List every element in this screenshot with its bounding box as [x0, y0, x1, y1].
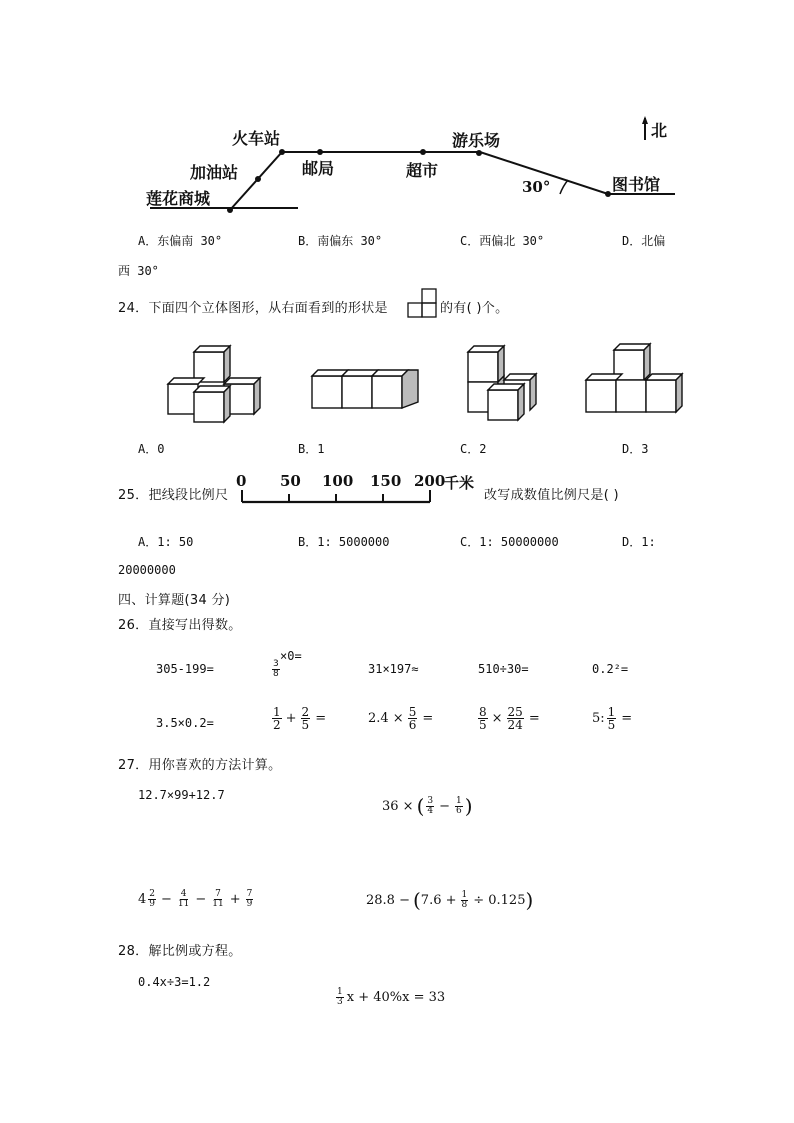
- point-post-office: [317, 149, 323, 155]
- ruler-tick-0: 0: [236, 472, 247, 490]
- q26-r2-c5: 5: $\frac{1}{5}$ =: [592, 705, 633, 732]
- label-north: 北: [651, 121, 668, 140]
- label-angle: 30°: [522, 178, 551, 196]
- q26-r1-c2-rest: ×0=: [280, 649, 302, 663]
- q23-option-b[interactable]: B．南偏东 30°: [298, 234, 383, 248]
- q23-option-a[interactable]: A．东偏南 30°: [138, 234, 223, 248]
- q27-e2: 36 × ( $\frac{3}{4}$ − $\frac{1}{6}$ ): [382, 794, 473, 818]
- q26-r2-c1: 3.5×0.2=: [156, 716, 214, 730]
- q24-option-d[interactable]: D．3: [622, 442, 649, 456]
- point-library: [605, 191, 611, 197]
- q24-option-a[interactable]: A．0: [138, 442, 165, 456]
- q26-r1-c2-den: 8: [273, 669, 279, 679]
- label-train-station: 火车站: [232, 129, 281, 148]
- q25-text-before: 25．把线段比例尺: [118, 488, 229, 503]
- label-supermarket: 超市: [406, 161, 439, 180]
- scale-ruler: [234, 470, 484, 510]
- q25-option-a[interactable]: A．1: 50: [138, 535, 194, 549]
- q23-option-d-wrap: 西 30°: [118, 264, 159, 278]
- point-supermarket: [420, 149, 426, 155]
- q23-option-c[interactable]: C．西偏北 30°: [460, 234, 545, 248]
- q26-r1-c1: 305-199=: [156, 662, 214, 676]
- q26-title: 26．直接写出得数。: [118, 618, 242, 633]
- q26-r1-c2: [270, 650, 330, 684]
- q27-title: 27．用你喜欢的方法计算。: [118, 758, 282, 773]
- q28-e1: 0.4x÷3=1.2: [138, 975, 211, 989]
- q24-side-view-icon: [406, 288, 438, 318]
- q25-text-after: 改写成数值比例尺是( ): [484, 488, 619, 503]
- q25-option-d-wrap: 20000000: [118, 563, 176, 577]
- route-line: [230, 152, 675, 210]
- q23-option-d[interactable]: D．北偏: [622, 234, 666, 248]
- q26-r1-c3: 31×197≈: [368, 662, 419, 676]
- ruler-tick-50: 50: [280, 472, 301, 490]
- q24-figure-a: [160, 342, 270, 426]
- label-gas-station: 加油站: [190, 163, 239, 182]
- q24-figure-c: [462, 340, 542, 426]
- q25-option-c[interactable]: C．1: 50000000: [460, 535, 559, 549]
- point-lotus-mall: [227, 207, 233, 213]
- ruler-tick-100: 100: [322, 472, 354, 490]
- q27-e4: 28.8 − ( 7.6 + $\frac{1}{8}$ ÷ 0.125 ): [366, 888, 534, 912]
- q27-e3: 4 $\frac{2}{9}$ − $\frac{4}{11}$ − $\frac{7}{11}$ + $\frac{7}{9}$: [138, 889, 253, 909]
- q24-option-b[interactable]: B．1: [298, 442, 325, 456]
- q26-r2-c4: $\frac{8}{5}$ × $\frac{25}{24}$ =: [479, 705, 540, 732]
- q28-title: 28．解比例或方程。: [118, 944, 242, 959]
- q24-figure-b: [308, 362, 424, 414]
- point-train-station: [279, 149, 285, 155]
- label-amusement-park: 游乐场: [452, 131, 501, 150]
- q26-r1-c5: 0.2²=: [592, 662, 629, 676]
- ruler-tick-200: 200: [414, 472, 446, 490]
- label-library: 图书馆: [612, 175, 661, 194]
- q24-text-after: 的有( )个。: [440, 301, 509, 316]
- angle-arc: [560, 180, 568, 194]
- q25-option-d[interactable]: D．1:: [622, 535, 656, 549]
- ruler-unit: 千米: [444, 474, 475, 492]
- q25-option-b[interactable]: B．1: 5000000: [298, 535, 390, 549]
- point-gas-station: [255, 176, 261, 182]
- q26-r1-c2-num: 3: [273, 659, 279, 669]
- q28-e2: $\frac{1}{3}$ x + 40%x = 33: [337, 987, 446, 1007]
- q24-option-c[interactable]: C．2: [460, 442, 487, 456]
- north-arrow-head: [642, 116, 648, 124]
- label-post-office: 邮局: [302, 159, 335, 178]
- route-map: [140, 110, 700, 220]
- q26-r2-c2: $\frac{1}{2}$ + $\frac{2}{5}$ =: [273, 705, 327, 732]
- label-lotus-mall: 莲花商城: [146, 189, 211, 208]
- q26-r1-c4: 510÷30=: [478, 662, 529, 676]
- q26-r2-c3: 2.4 × $\frac{5}{6}$ =: [368, 705, 434, 732]
- q24-text-before: 24．下面四个立体图形，从右面看到的形状是: [118, 301, 388, 316]
- section-4-title: 四、计算题(34 分): [118, 593, 231, 608]
- q24-figure-d: [580, 340, 690, 416]
- q27-e1: 12.7×99+12.7: [138, 788, 225, 802]
- ruler-tick-150: 150: [370, 472, 402, 490]
